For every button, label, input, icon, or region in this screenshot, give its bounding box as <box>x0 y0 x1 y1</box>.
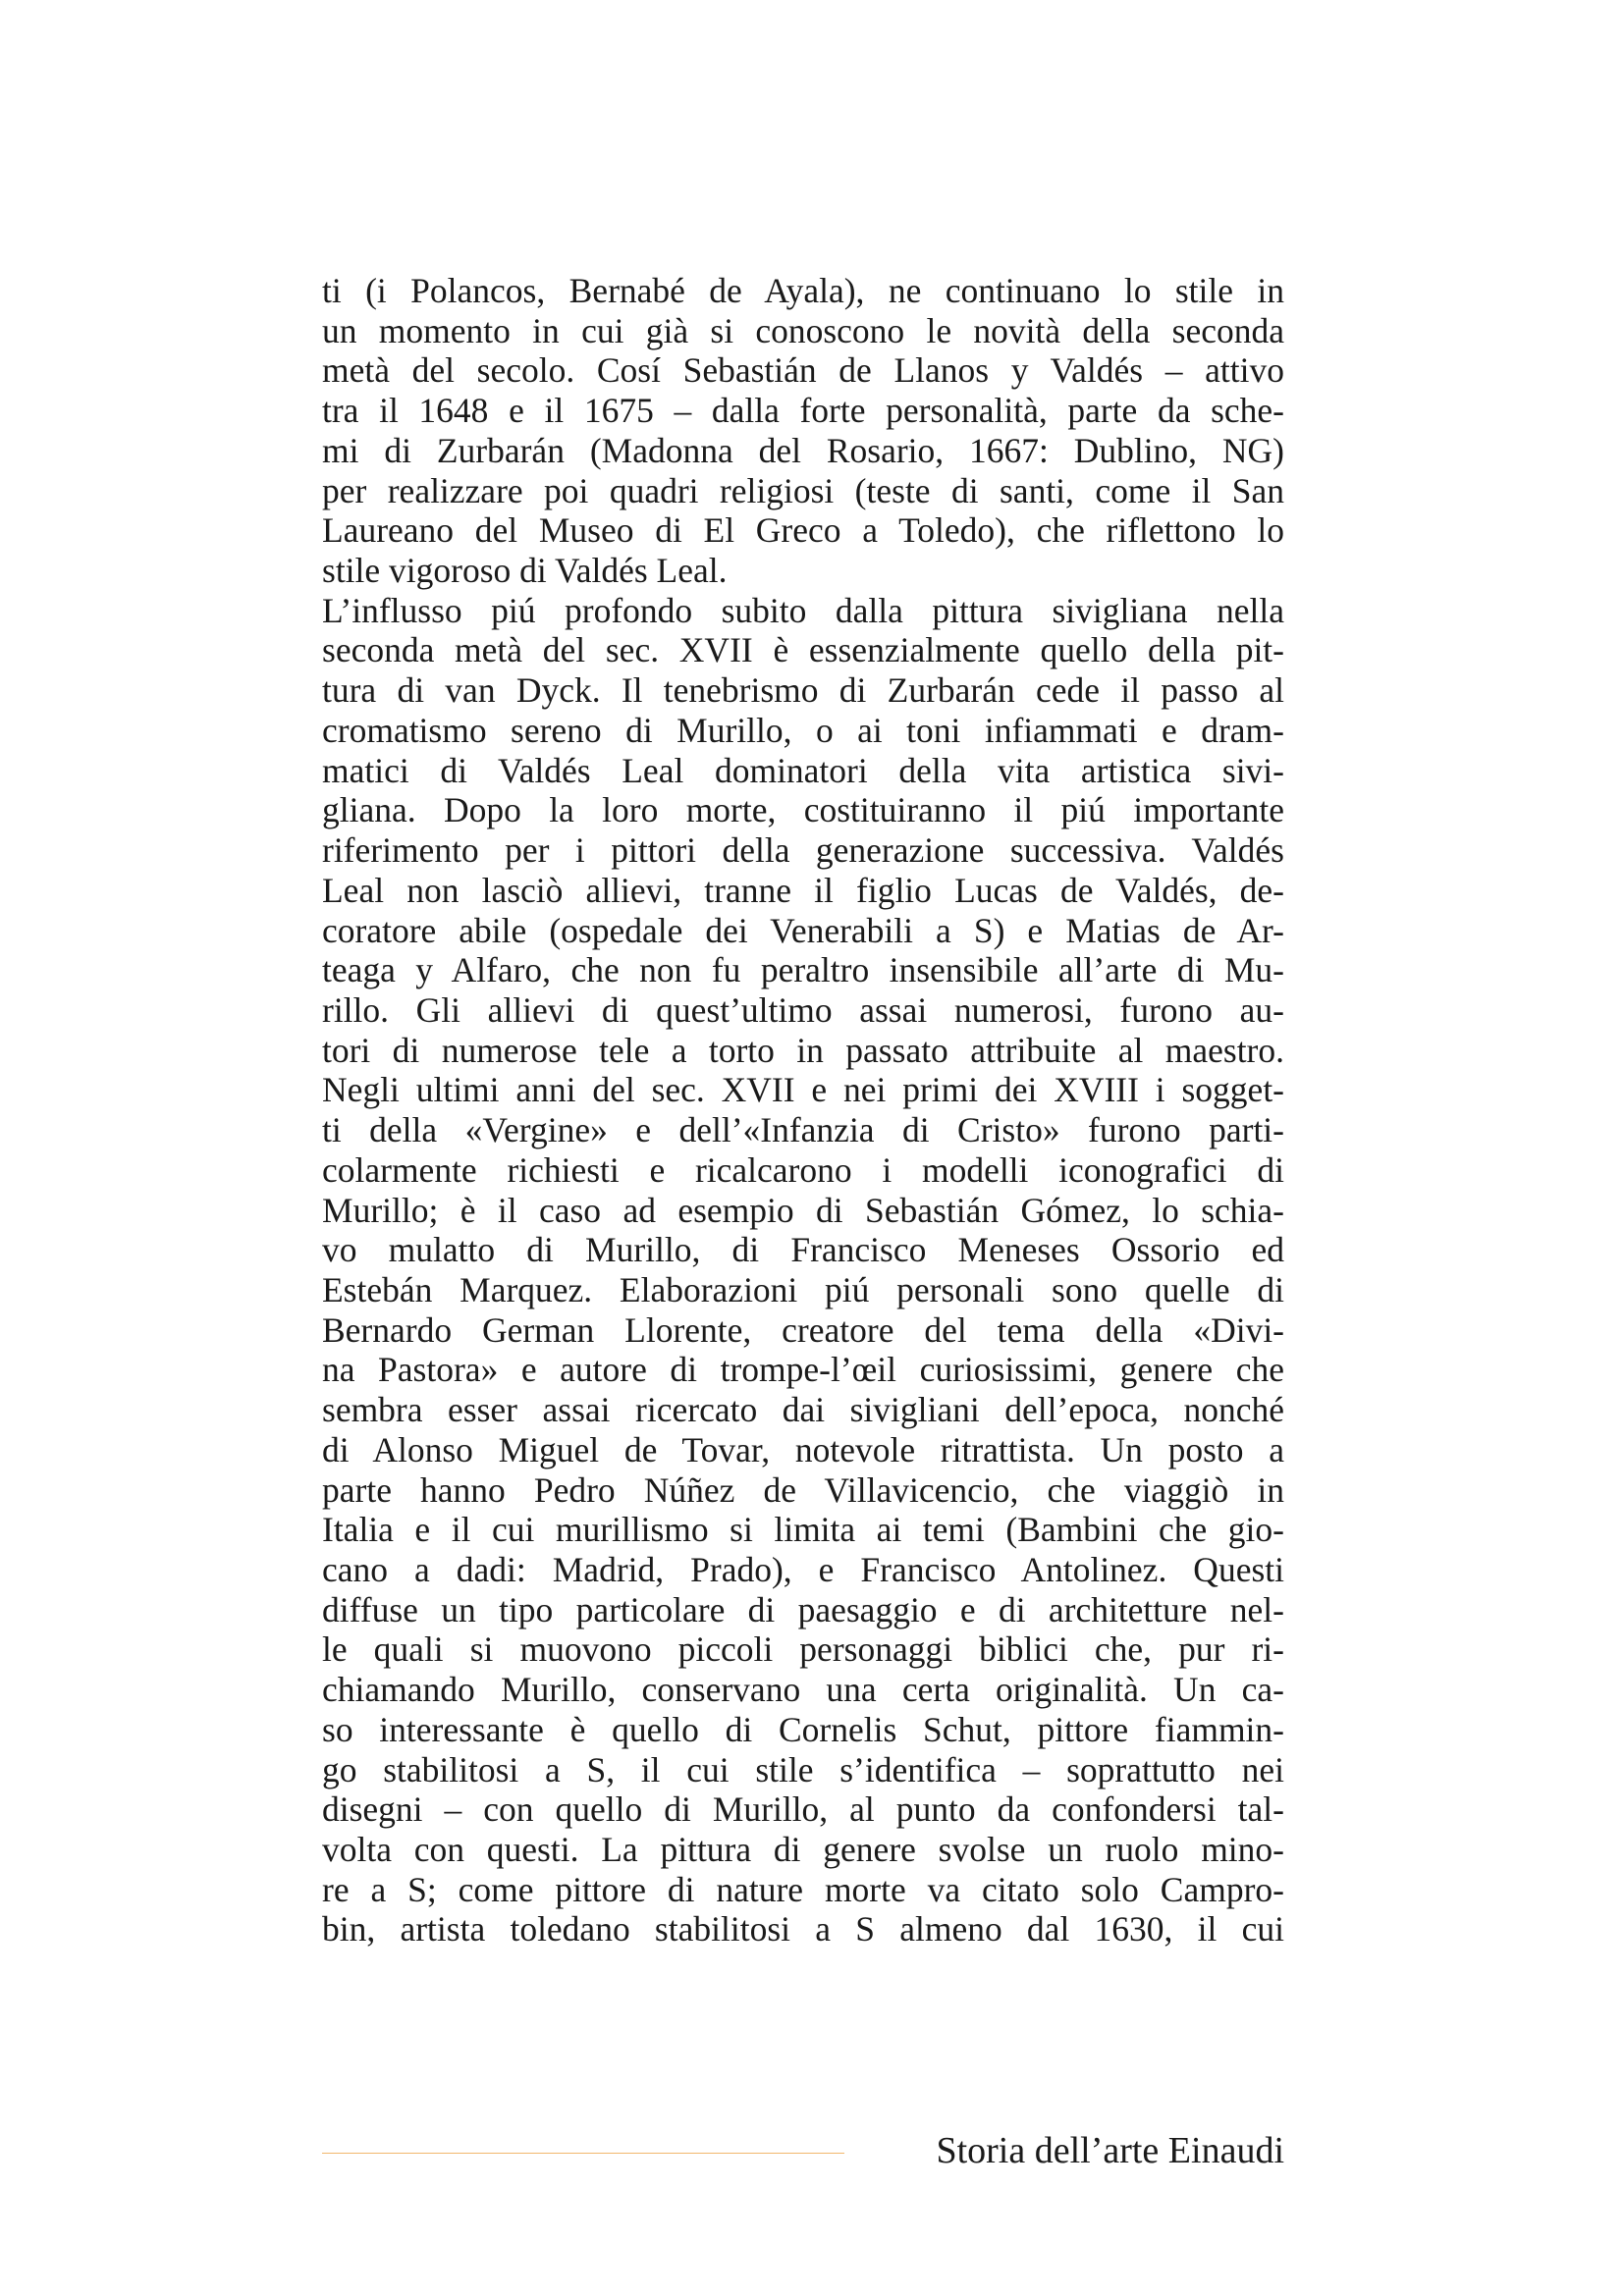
text-line-30: di Alonso Miguel de Tovar, notevole ritrattista. Un posto a <box>322 1429 1284 1469</box>
text-line-22: ti della «Vergine» e dell’«Infanzia di Cristo» furono parti- <box>322 1110 1284 1150</box>
text-line-27: Bernardo German Llorente, creatore del tema della «Divi- <box>322 1309 1284 1350</box>
text-line-24: Murillo; è il caso ad esempio di Sebastián Gómez, lo schia- <box>322 1190 1284 1230</box>
text-line-28: na Pastora» e autore di trompe-l’œil curiosissimi, genere che <box>322 1350 1284 1390</box>
text-line-40: volta con questi. La pittura di genere svolse un ruolo mino- <box>322 1830 1284 1870</box>
text-line-23: colarmente richiesti e ricalcarono i modelli iconografici di <box>322 1149 1284 1190</box>
text-line-17: coratore abile (ospedale dei Venerabili a S) e Matias de Ar- <box>322 910 1284 950</box>
text-line-35: le quali si muovono piccoli personaggi biblici che, pur ri- <box>322 1629 1284 1670</box>
text-line-15: riferimento per i pittori della generazione successiva. Valdés <box>322 830 1284 871</box>
text-line-10: seconda metà del sec. XVII è essenzialmente quello della pit- <box>322 630 1284 670</box>
text-line-6: per realizzare poi quadri religiosi (teste di santi, come il San <box>322 470 1284 510</box>
text-line-8: stile vigoroso di Valdés Leal. <box>322 551 728 591</box>
text-line-34: diffuse un tipo particolare di paesaggio e di architetture nel- <box>322 1589 1284 1629</box>
text-line-5: mi di Zurbarán (Madonna del Rosario, 1667: Dublino, NG) <box>322 430 1284 470</box>
text-line-14: gliana. Dopo la loro morte, costituiranno il piú importante <box>322 790 1284 830</box>
text-line-9: L’influsso piú profondo subito dalla pittura sivigliana nella <box>322 590 1284 630</box>
text-line-42: bin, artista toledano stabilitosi a S almeno dal 1630, il cui <box>322 1909 1284 1949</box>
publication-title: Storia dell’arte Einaudi <box>936 2130 1284 2171</box>
text-line-19: rillo. Gli allievi di quest’ultimo assai numerosi, furono au- <box>322 989 1284 1030</box>
text-line-18: teaga y Alfaro, che non fu peraltro insensibile all’arte di Mu- <box>322 950 1284 990</box>
text-line-39: disegni – con quello di Murillo, al punto da confondersi tal- <box>322 1789 1284 1830</box>
text-line-1: ti (i Polancos, Bernabé de Ayala), ne continuano lo stile in <box>322 271 1284 310</box>
text-line-41: re a S; come pittore di nature morte va citato solo Campro- <box>322 1869 1284 1909</box>
text-line-32: Italia e il cui murillismo si limita ai temi (Bambini che gio- <box>322 1510 1284 1550</box>
text-line-7: Laureano del Museo di El Greco a Toledo), che riflettono lo <box>322 510 1284 551</box>
text-line-3: metà del secolo. Cosí Sebastián de Llanos y Valdés – attivo <box>322 350 1284 391</box>
text-line-36: chiamando Murillo, conservano una certa originalità. Un ca- <box>322 1670 1284 1710</box>
text-line-2: un momento in cui già si conoscono le novità della seconda <box>322 310 1284 350</box>
text-line-33: cano a dadi: Madrid, Prado), e Francisco Antolinez. Questi <box>322 1550 1284 1589</box>
text-line-29: sembra esser assai ricercato dai sivigliani dell’epoca, nonché <box>322 1390 1284 1430</box>
text-line-4: tra il 1648 e il 1675 – dalla forte personalità, parte da sche- <box>322 391 1284 431</box>
text-line-16: Leal non lasciò allievi, tranne il figlio Lucas de Valdés, de- <box>322 870 1284 910</box>
text-line-11: tura di van Dyck. Il tenebrismo di Zurbarán cede il passo al <box>322 670 1284 711</box>
text-line-20: tori di numerose tele a torto in passato attribuite al maestro. <box>322 1030 1284 1070</box>
text-line-21: Negli ultimi anni del sec. XVII e nei primi dei XVIII i sogget- <box>322 1070 1284 1110</box>
body-text <box>322 271 1284 1949</box>
text-line-38: go stabilitosi a S, il cui stile s’identifica – soprattutto nei <box>322 1749 1284 1789</box>
text-line-25: vo mulatto di Murillo, di Francisco Meneses Ossorio ed <box>322 1230 1284 1270</box>
text-line-12: cromatismo sereno di Murillo, o ai toni infiammati e dram- <box>322 710 1284 750</box>
text-line-31: parte hanno Pedro Núñez de Villavicencio, che viaggiò in <box>322 1469 1284 1510</box>
page-footer <box>322 2127 1284 2176</box>
text-line-37: so interessante è quello di Cornelis Schut, pittore fiammin- <box>322 1709 1284 1749</box>
text-line-13: matici di Valdés Leal dominatori della vita artistica sivi- <box>322 750 1284 790</box>
footer-divider <box>322 2153 844 2154</box>
text-line-26: Estebán Marquez. Elaborazioni piú personali sono quelle di <box>322 1269 1284 1309</box>
